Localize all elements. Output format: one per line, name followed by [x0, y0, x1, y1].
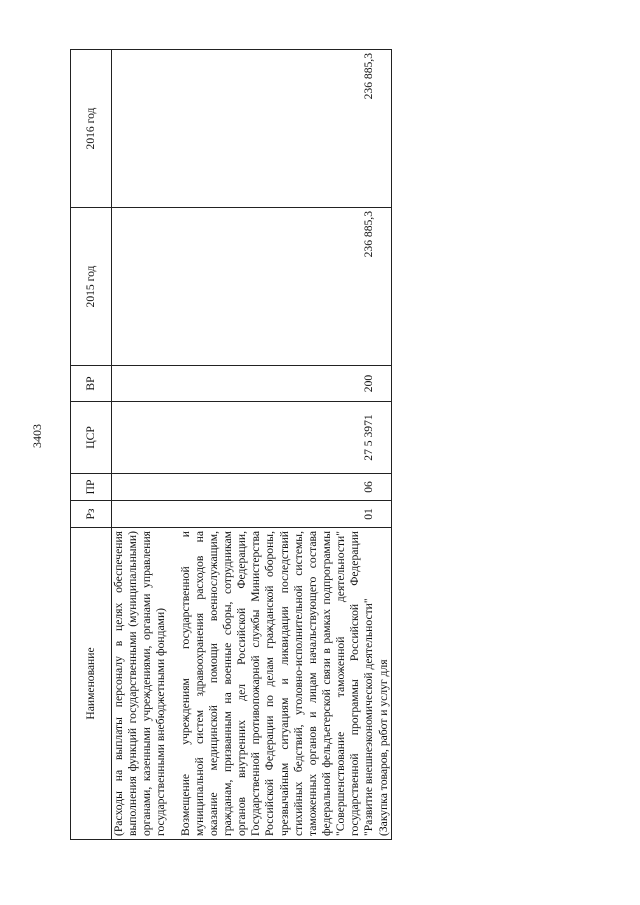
row-name: (Расходы на выплаты персоналу в целях обеспечения выполнения функций государственными (муниципальными) органами, казенными учреждениями, органами управления государственными внебюджетными фондами): [112, 528, 169, 840]
budget-table-page: [70, 50, 610, 840]
header-2015: 2015 год: [71, 208, 112, 366]
row-rz: [112, 501, 169, 528]
row-name: Возмещение учреждениям государственной и муниципальной систем здравоохранения расходов на оказание медицинской помощи военнослужащим, гражданам, призванным на военные сборы, сотрудникам органов внутренних дел Российской Федерации, Государственной противопожарной службы Министерства Российской Федерации по делам гражданской обороны, чрезвычайным ситуациям и ликвидации последствий стихийных бедствий, уголовно-исполнительной системы, таможенных органов и лицам начальствующего состава федеральной фельдъегерской связи в рамках подпрограммы "Совершенствование таможенной деятельности" государственной программы Российской Федерации "Развитие внешнеэкономической деятельности": [169, 528, 377, 840]
table-row: [169, 50, 377, 840]
row-rz: [377, 501, 392, 528]
row-2015: [377, 208, 392, 366]
page-number: 3403: [30, 424, 44, 448]
row-pr: [377, 474, 392, 501]
row-2016: [377, 50, 392, 208]
header-name: Наименование: [71, 528, 112, 840]
header-vr: ВР: [71, 366, 112, 402]
row-csr: [377, 402, 392, 474]
row-2016: 236 885,3: [169, 50, 377, 208]
row-name: (Закупка товаров, работ и услуг для: [377, 528, 392, 840]
row-csr: [112, 402, 169, 474]
row-pr: [112, 474, 169, 501]
row-rz: 01: [169, 501, 377, 528]
header-2016: 2016 год: [71, 50, 112, 208]
table-row: [377, 50, 392, 840]
row-vr: [377, 366, 392, 402]
row-2015: [112, 208, 169, 366]
row-csr: 27 5 3971: [169, 402, 377, 474]
table-row: [112, 50, 169, 840]
row-2015: 236 885,3: [169, 208, 377, 366]
row-vr: [112, 366, 169, 402]
row-vr: 200: [169, 366, 377, 402]
header-pr: ПР: [71, 474, 112, 501]
row-pr: 06: [169, 474, 377, 501]
header-csr: ЦСР: [71, 402, 112, 474]
header-rz: Рз: [71, 501, 112, 528]
table-header-row: [71, 50, 112, 840]
row-2016: [112, 50, 169, 208]
budget-table: [70, 49, 392, 840]
